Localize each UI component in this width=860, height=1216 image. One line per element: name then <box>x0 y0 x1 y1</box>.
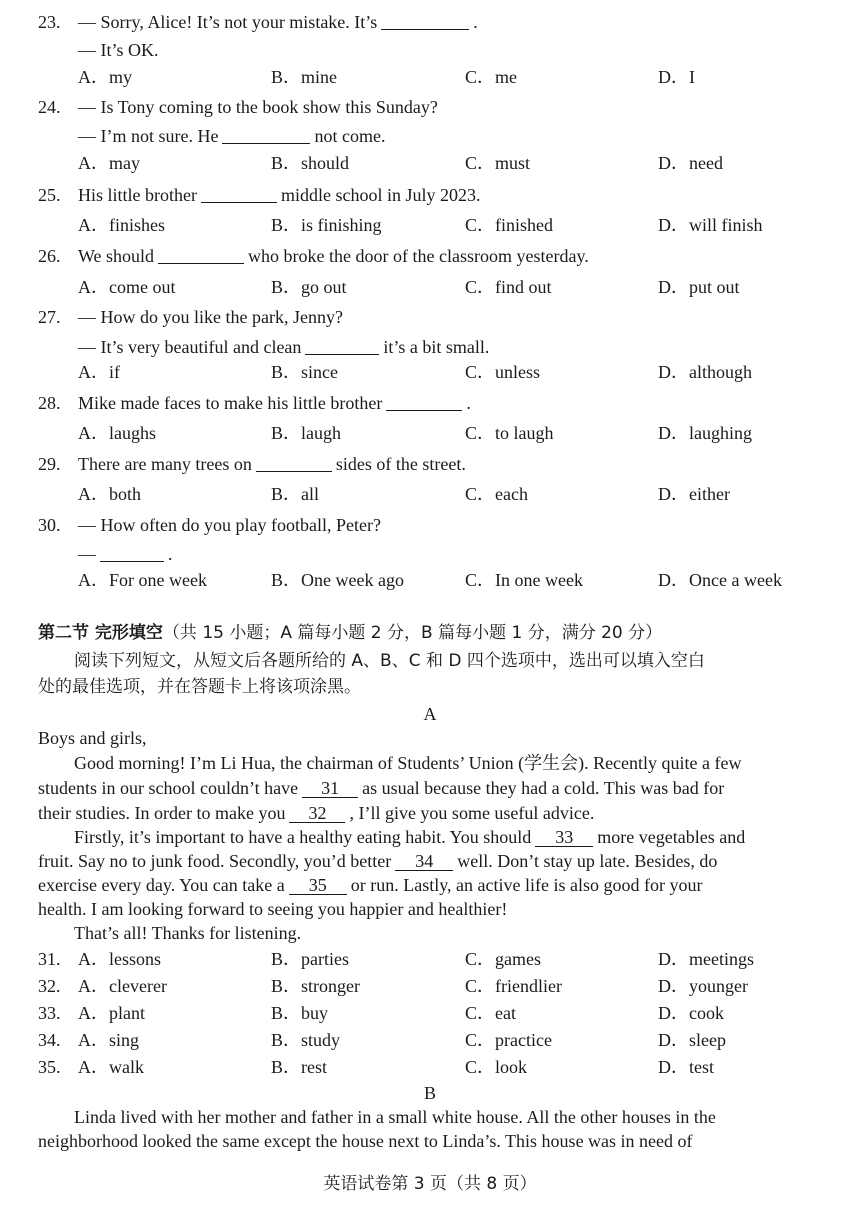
question-stem <box>78 543 173 565</box>
option-d: D．put out <box>658 277 740 297</box>
option-c: C．me <box>465 67 517 87</box>
option-a: A．laughs <box>78 423 156 443</box>
option-c: C．friendlier <box>465 976 562 996</box>
question-line: — It’s OK. <box>78 40 159 60</box>
option-c: C．In one week <box>465 570 583 590</box>
question-number: 25. <box>38 185 61 205</box>
question-line: — Is Tony coming to the book show this Sunday? <box>78 97 438 117</box>
stem-text: We should <box>78 246 155 266</box>
question-stem <box>78 125 385 147</box>
cloze-number: 32. <box>38 976 61 996</box>
option-b: B．mine <box>271 67 337 87</box>
stem-text: — Sorry, Alice! It’s not your mistake. It’s <box>78 12 378 32</box>
option-d: D．either <box>658 484 730 504</box>
option-b: B．rest <box>271 1057 327 1077</box>
option-d: D．sleep <box>658 1030 726 1050</box>
answer-blank <box>158 247 244 264</box>
option-d: D．laughing <box>658 423 752 443</box>
passage-line <box>38 874 702 896</box>
passage-greeting: Boys and girls, <box>38 728 147 748</box>
passage-text: well. Don’t stay up late. Besides, do <box>457 851 718 871</box>
option-c: C．games <box>465 949 541 969</box>
passage-line: Linda lived with her mother and father in a small white house. All the other houses in the <box>74 1107 716 1127</box>
option-a: A．come out <box>78 277 176 297</box>
passage-text: or run. Lastly, an active life is also good for your <box>350 875 703 895</box>
answer-blank <box>201 186 277 203</box>
blank-35: 35 <box>289 876 347 895</box>
option-a: A．walk <box>78 1057 144 1077</box>
option-c: C．must <box>465 153 531 173</box>
question-number: 26. <box>38 246 61 266</box>
cloze-number: 33. <box>38 1003 61 1023</box>
passage-text: exercise every day. You can take a <box>38 875 285 895</box>
passage-text: fruit. Say no to junk food. Secondly, you’d better <box>38 851 392 871</box>
option-c: C．look <box>465 1057 528 1077</box>
passage-text: students in our school couldn’t have <box>38 778 299 798</box>
option-b: B．all <box>271 484 319 504</box>
option-b: B．laugh <box>271 423 341 443</box>
option-b: B．buy <box>271 1003 329 1023</box>
option-a: A．lessons <box>78 949 162 969</box>
stem-text: His little brother <box>78 185 197 205</box>
option-a: A．finishes <box>78 215 165 235</box>
passage-line <box>38 850 717 872</box>
question-stem <box>78 392 471 414</box>
option-b: B．One week ago <box>271 570 404 590</box>
option-a: A．For one week <box>78 570 207 590</box>
option-d: D．cook <box>658 1003 724 1023</box>
option-d: D．Once a week <box>658 570 782 590</box>
passage-text: more vegetables and <box>597 827 746 847</box>
option-b: B．stronger <box>271 976 360 996</box>
option-b: B．is finishing <box>271 215 382 235</box>
stem-text: who broke the door of the classroom yesterday. <box>248 246 589 266</box>
passage-label: A <box>423 704 437 724</box>
answer-blank <box>381 13 469 30</box>
answer-blank <box>100 545 164 562</box>
passage-text: , I’ll give you some useful advice. <box>349 803 595 823</box>
passage-text: their studies. In order to make you <box>38 803 286 823</box>
option-d: D．need <box>658 153 723 173</box>
option-b: B．parties <box>271 949 349 969</box>
question-line: — How do you like the park, Jenny? <box>78 307 343 327</box>
question-number: 30. <box>38 515 61 535</box>
stem-text: not come. <box>314 126 386 146</box>
option-b: B．study <box>271 1030 341 1050</box>
passage-line: neighborhood looked the same except the house next to Linda’s. This house was in need of <box>38 1131 693 1151</box>
blank-31: 31 <box>302 779 358 798</box>
option-b: B．since <box>271 362 338 382</box>
option-d: D．test <box>658 1057 714 1077</box>
option-b: B．should <box>271 153 350 173</box>
passage-line: That’s all! Thanks for listening. <box>74 923 302 943</box>
stem-text: — <box>78 544 96 564</box>
stem-text: Mike made faces to make his little brother <box>78 393 383 413</box>
option-d: D．I <box>658 67 695 87</box>
question-stem <box>78 336 489 358</box>
answer-blank <box>386 394 462 411</box>
option-a: A．may <box>78 153 140 173</box>
passage-text: Firstly, it’s important to have a healthy eating habit. You should <box>74 827 532 847</box>
passage-line <box>38 777 724 799</box>
option-a: A．my <box>78 67 132 87</box>
question-number: 29. <box>38 454 61 474</box>
passage-line: health. I am looking forward to seeing you happier and healthier! <box>38 899 508 919</box>
section-title: 第二节 完形填空 <box>38 623 163 643</box>
option-c: C．unless <box>465 362 541 382</box>
question-number: 23. <box>38 12 61 32</box>
passage-line: Good morning! I’m Li Hua, the chairman of Students’ Union (学生会). Recently quite a few <box>74 753 742 773</box>
passage-line <box>38 802 594 824</box>
question-number: 28. <box>38 393 61 413</box>
option-c: C．practice <box>465 1030 552 1050</box>
blank-33: 33 <box>535 828 593 847</box>
cloze-number: 35. <box>38 1057 61 1077</box>
option-a: A．cleverer <box>78 976 167 996</box>
option-c: C．find out <box>465 277 552 297</box>
answer-blank <box>256 455 332 472</box>
stem-text: middle school in July 2023. <box>280 185 481 205</box>
section-instruction: 阅读下列短文，从短文后各题所给的 A、B、C 和 D 四个选项中，选出可以填入空白 <box>74 651 705 671</box>
option-c: C．each <box>465 484 528 504</box>
passage-text: as usual because they had a cold. This was bad for <box>362 778 725 798</box>
page-footer: 英语试卷第 3 页（共 8 页） <box>323 1174 537 1194</box>
section-note: （共 15 小题；A 篇每小题 2 分，B 篇每小题 1 分，满分 20 分） <box>162 623 663 643</box>
passage-line <box>74 826 745 848</box>
passage-label: B <box>423 1083 436 1103</box>
option-d: D．meetings <box>658 949 754 969</box>
option-b: B．go out <box>271 277 347 297</box>
section-heading <box>38 622 662 644</box>
option-d: D．younger <box>658 976 748 996</box>
option-c: C．to laugh <box>465 423 554 443</box>
option-d: D．although <box>658 362 752 382</box>
blank-34: 34 <box>395 852 453 871</box>
answer-blank <box>222 127 310 144</box>
section-instruction: 处的最佳选项，并在答题卡上将该项涂黑。 <box>38 677 361 697</box>
answer-blank <box>305 338 379 355</box>
stem-text: . <box>168 544 173 564</box>
stem-text: . <box>466 393 471 413</box>
stem-text: it’s a bit small. <box>383 337 490 357</box>
stem-text: — I’m not sure. He <box>78 126 219 146</box>
question-number: 24. <box>38 97 61 117</box>
option-d: D．will finish <box>658 215 763 235</box>
question-stem <box>78 453 466 475</box>
question-stem <box>78 184 480 206</box>
blank-32: 32 <box>289 804 345 823</box>
cloze-number: 31. <box>38 949 61 969</box>
option-a: A．if <box>78 362 120 382</box>
option-a: A．plant <box>78 1003 145 1023</box>
question-line: — How often do you play football, Peter? <box>78 515 381 535</box>
stem-text: There are many trees on <box>78 454 252 474</box>
option-a: A．both <box>78 484 141 504</box>
option-a: A．sing <box>78 1030 140 1050</box>
option-c: C．eat <box>465 1003 516 1023</box>
question-stem: — Sorry, Alice! It’s not your mistake. It’s . <box>78 12 478 32</box>
stem-text: — It’s very beautiful and clean <box>78 337 302 357</box>
cloze-number: 34. <box>38 1030 61 1050</box>
stem-text: sides of the street. <box>335 454 466 474</box>
question-stem <box>78 245 589 267</box>
question-number: 27. <box>38 307 61 327</box>
option-c: C．finished <box>465 215 553 235</box>
